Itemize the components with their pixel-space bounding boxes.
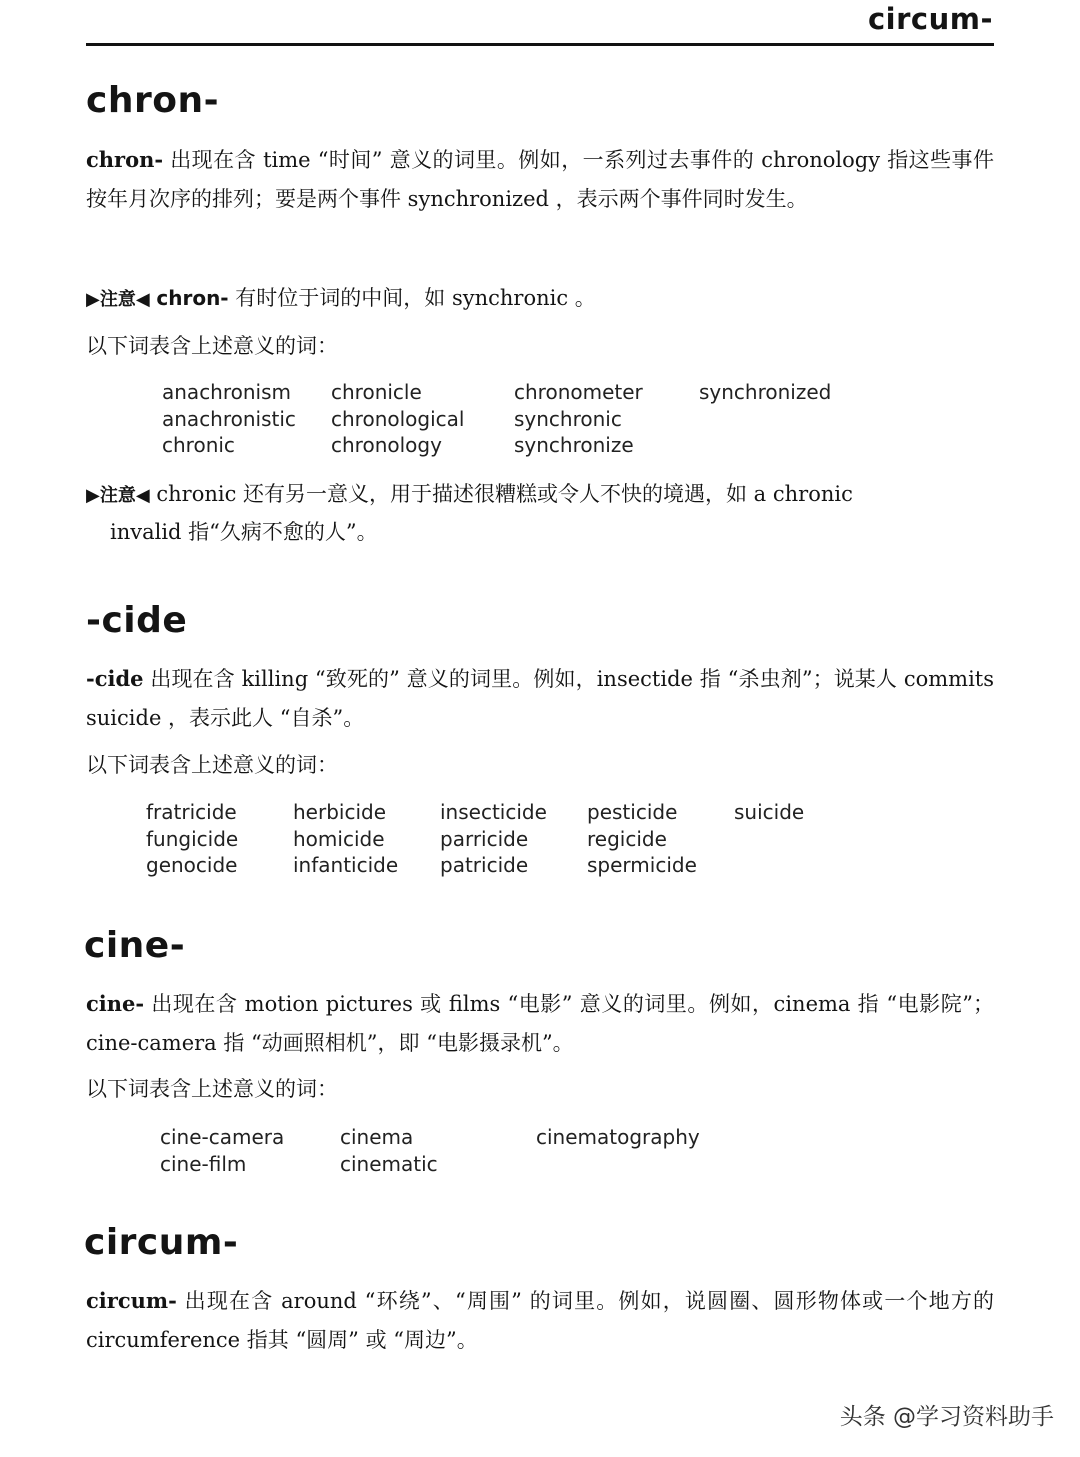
word-item: synchronic	[514, 406, 622, 431]
word-item: insecticide	[440, 800, 547, 824]
entry-definition-chron	[86, 140, 994, 219]
note-text: chronic 还有另一意义，用于描述很糟糕或令人不快的境遇，如 a chronic	[149, 482, 853, 506]
word-item: chronicle	[331, 380, 422, 404]
word-column	[293, 799, 398, 879]
note-chron-position	[86, 280, 994, 318]
word-column	[734, 799, 804, 826]
word-item: suicide	[734, 800, 805, 824]
running-head: circum-	[867, 2, 993, 36]
word-column	[162, 379, 296, 459]
word-column	[587, 799, 697, 879]
definition-text: 出现在含 around “环绕”、“周围” 的词里。例如，说圆圈、圆形物体或一个地方的 circumference 指其 “圆周” 或 “周边”。	[86, 1289, 994, 1352]
word-item: herbicide	[293, 800, 387, 824]
word-item: anachronism	[162, 380, 292, 404]
word-item: pesticide	[587, 800, 678, 824]
definition-term: -cide	[86, 666, 144, 691]
word-column	[536, 1124, 700, 1151]
word-item: synchronize	[514, 433, 634, 457]
word-item: fratricide	[146, 800, 237, 824]
word-list-label: 以下词表含上述意义的词：	[86, 753, 338, 777]
note-text: 有时位于词的中间，如 synchronic 。	[228, 286, 596, 310]
definition-term: circum-	[86, 1288, 177, 1313]
source-watermark: 头条 @学习资料助手	[839, 1404, 1054, 1430]
word-item: homicide	[293, 826, 385, 851]
word-item: parricide	[440, 826, 529, 851]
word-item: chronometer	[514, 380, 643, 404]
header-rule	[86, 43, 994, 46]
word-item: chronic	[162, 433, 235, 457]
word-item: chronological	[331, 406, 465, 431]
entry-heading-cine: cine-	[84, 925, 186, 966]
definition-term: chron-	[86, 147, 164, 172]
entry-definition-cine	[86, 984, 994, 1063]
note-term: chron-	[156, 286, 229, 310]
definition-text: 出现在含 motion pictures 或 films “电影” 意义的词里。例如，cinema 指 “电影院”；cine-camera 指 “动画照相机”，即 “电影摄录机”。	[86, 992, 994, 1055]
note-chronic-meaning	[86, 476, 994, 550]
word-item: anachronistic	[162, 406, 296, 431]
word-column	[146, 799, 238, 879]
word-item: chronology	[331, 433, 442, 457]
word-item: cinema	[340, 1125, 414, 1149]
note-text-continued: invalid 指“久病不愈的人”。	[110, 520, 378, 544]
word-item: cinematography	[536, 1125, 700, 1149]
word-column	[340, 1124, 438, 1177]
word-item: fungicide	[146, 826, 239, 851]
word-column	[514, 379, 643, 459]
entry-heading-chron: chron-	[86, 80, 220, 121]
entry-heading-cide: -cide	[86, 600, 188, 641]
definition-text: 出现在含 killing “致死的” 意义的词里。例如，insectide 指 “杀虫剂”；说某人 commits suicide ，表示此人 “自杀”。	[86, 667, 994, 730]
word-item: patricide	[440, 853, 529, 877]
word-item: regicide	[587, 826, 667, 851]
note-marker: ▶注意◀	[86, 485, 150, 506]
entry-definition-circum	[86, 1281, 994, 1360]
word-item: genocide	[146, 853, 238, 877]
entry-definition-cide	[86, 659, 994, 738]
word-list-label: 以下词表含上述意义的词：	[86, 334, 338, 358]
word-item: cine-film	[160, 1151, 247, 1176]
entry-heading-circum: circum-	[84, 1222, 239, 1263]
definition-term: cine-	[86, 991, 145, 1016]
definition-text: 出现在含 time “时间” 意义的词里。例如，一系列过去事件的 chronology 指这些事件按年月次序的排列；要是两个事件 synchronized ，表示两个事件同时发生。	[86, 148, 994, 211]
word-item: infanticide	[293, 853, 399, 877]
word-column	[160, 1124, 284, 1177]
word-column	[699, 379, 831, 406]
word-column	[440, 799, 547, 879]
word-item: synchronized	[699, 380, 832, 404]
note-marker: ▶注意◀	[86, 289, 150, 310]
word-column	[331, 379, 464, 459]
word-item: cinematic	[340, 1151, 438, 1176]
word-list-label: 以下词表含上述意义的词：	[86, 1077, 338, 1101]
word-item: spermicide	[587, 853, 697, 877]
word-item: cine-camera	[160, 1125, 285, 1149]
